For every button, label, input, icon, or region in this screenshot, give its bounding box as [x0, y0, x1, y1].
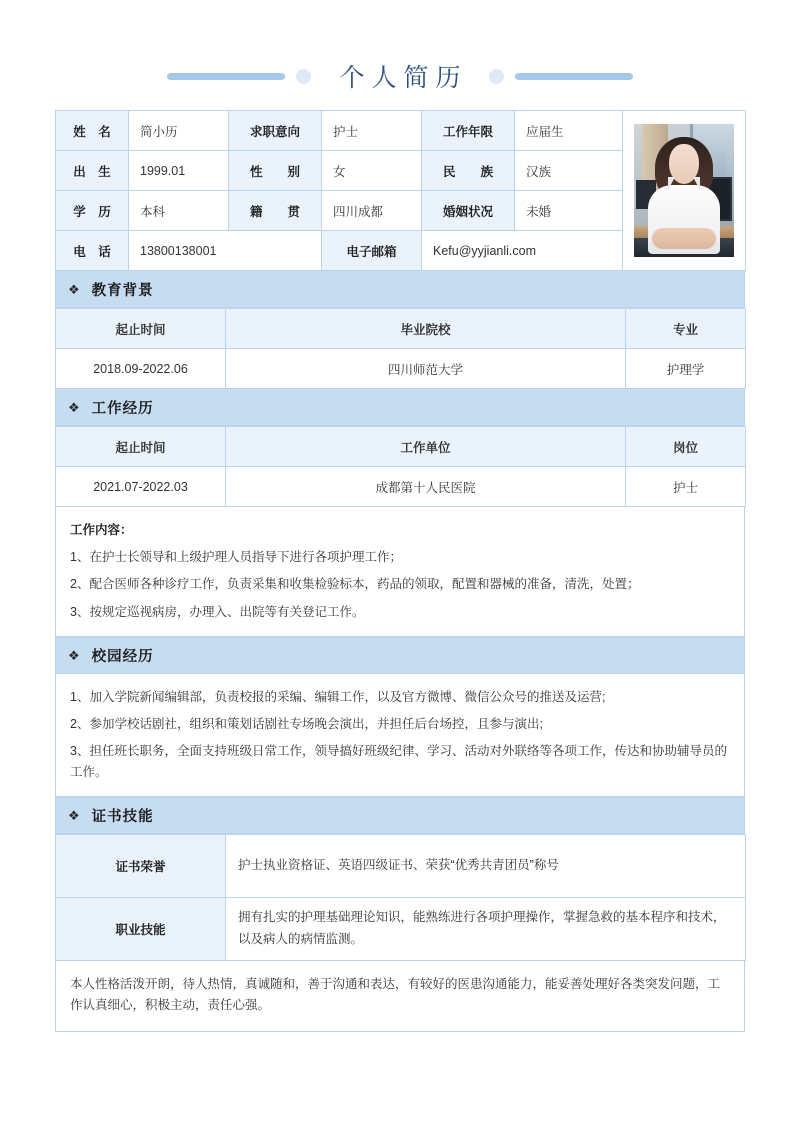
campus-content-line: 2、参加学校话剧社，组织和策划话剧社专场晚会演出，并担任后台场控，且参与演出;: [70, 717, 543, 731]
campus-content-line: 1、加入学院新闻编辑部，负责校报的采编、编辑工作，以及官方微博、微信公众号的推送及运营;: [70, 689, 606, 704]
field-label-hometown: 籍 贯: [229, 191, 322, 231]
work-table: [55, 426, 746, 507]
decorative-dot-right: [489, 69, 504, 84]
field-value-phone: 13800138001: [129, 231, 322, 271]
diamond-bullet-icon: ❖: [68, 807, 80, 823]
basic-info-section: [55, 110, 745, 271]
column-header-period: 起止时间: [56, 427, 226, 467]
column-header-school: 毕业院校: [226, 309, 626, 349]
self-evaluation-block: [55, 961, 745, 1032]
field-label-job-intention: 求职意向: [229, 111, 322, 151]
professional-skills-label: 职业技能: [56, 897, 226, 960]
work-period: 2021.07-2022.03: [56, 467, 226, 507]
education-major: 护理学: [626, 349, 746, 389]
table-header-row: [56, 427, 746, 467]
table-row: [56, 349, 746, 389]
section-title-certificates: 证书技能: [91, 808, 154, 825]
field-value-experience-years: 应届生: [515, 111, 623, 151]
table-header-row: [56, 309, 746, 349]
campus-content-line: 3、担任班长职务，全面支持班级日常工作，领导搞好班级纪律、学习、活动对外联络等各项工作，传达和协助辅导员的工作。: [70, 744, 727, 779]
decorative-bar-left: [167, 73, 285, 80]
column-header-period: 起止时间: [56, 309, 226, 349]
section-header-campus: [55, 637, 745, 674]
field-label-phone: 电 话: [56, 231, 129, 271]
education-school: 四川师范大学: [226, 349, 626, 389]
field-label-marital-status: 婚姻状况: [422, 191, 515, 231]
work-content-heading: 工作内容：: [70, 523, 133, 537]
field-label-birth: 出 生: [56, 151, 129, 191]
diamond-bullet-icon: ❖: [68, 281, 80, 297]
field-value-birth: 1999.01: [129, 151, 229, 191]
photo-collar-right: [693, 177, 700, 190]
work-content-line: 3、按规定巡视病房，办理入、出院等有关登记工作。: [70, 604, 365, 619]
work-content-block: [55, 507, 745, 637]
certificates-table: [55, 834, 746, 961]
photo-arms: [652, 228, 716, 249]
field-value-hometown: 四川成都: [322, 191, 422, 231]
photo-collar-left: [668, 177, 675, 190]
field-label-name: 姓 名: [56, 111, 129, 151]
photo-cell: [623, 111, 746, 271]
field-value-job-intention: 护士: [322, 111, 422, 151]
work-position: 护士: [626, 467, 746, 507]
section-title-education: 教育背景: [91, 282, 154, 299]
campus-content-block: [55, 674, 745, 797]
education-table: [55, 308, 746, 389]
column-header-major: 专业: [626, 309, 746, 349]
table-row: [56, 467, 746, 507]
column-header-position: 岗位: [626, 427, 746, 467]
field-value-ethnicity: 汉族: [515, 151, 623, 191]
table-row: [56, 111, 746, 151]
decorative-bar-right: [515, 73, 633, 80]
work-employer: 成都第十人民医院: [226, 467, 626, 507]
column-header-employer: 工作单位: [226, 427, 626, 467]
field-value-marital-status: 未婚: [515, 191, 623, 231]
certificate-honors-value: 护士执业资格证、英语四级证书、荣获“优秀共青团员”称号: [226, 834, 746, 897]
field-value-gender: 女: [322, 151, 422, 191]
section-header-work: [55, 389, 745, 426]
diamond-bullet-icon: ❖: [68, 399, 80, 415]
work-content-line: 2、配合医师各种诊疗工作，负责采集和收集检验标本，药品的领取，配置和器械的准备，清洗，处置；: [70, 577, 640, 592]
field-label-ethnicity: 民 族: [422, 151, 515, 191]
page-title: 个人简历: [339, 64, 468, 92]
field-label-education-level: 学 历: [56, 191, 129, 231]
self-evaluation-text: 本人性格活泼开朗，待人热情，真诚随和，善于沟通和表达，有较好的医患沟通能力，能妥善处理好各类突发问题，工作认真细心，积极主动，责任心强。: [70, 976, 721, 1013]
decorative-dot-left: [296, 69, 311, 84]
table-row: [56, 834, 746, 897]
section-title-work: 工作经历: [91, 400, 154, 417]
table-row: [56, 897, 746, 960]
field-value-email: Kefu@yyjianli.com: [422, 231, 623, 271]
field-label-email: 电子邮箱: [322, 231, 422, 271]
basic-info-table: [55, 110, 746, 271]
section-header-education: [55, 271, 745, 308]
work-content-line: 1、在护士长领导和上级护理人员指导下进行各项护理工作；: [70, 550, 402, 564]
education-period: 2018.09-2022.06: [56, 349, 226, 389]
professional-skills-value: 拥有扎实的护理基础理论知识，能熟练进行各项护理操作，掌握急救的基本程序和技术，以及病人的病情监测。: [226, 897, 746, 960]
field-value-education-level: 本科: [129, 191, 229, 231]
avatar: [634, 124, 734, 257]
diamond-bullet-icon: ❖: [68, 647, 80, 663]
field-label-experience-years: 工作年限: [422, 111, 515, 151]
field-value-name: 简小历: [129, 111, 229, 151]
section-title-campus: 校园经历: [91, 648, 154, 665]
section-header-certificates: [55, 797, 745, 834]
field-label-gender: 性 别: [229, 151, 322, 191]
document-title-band: [0, 0, 800, 110]
certificate-honors-label: 证书荣誉: [56, 834, 226, 897]
